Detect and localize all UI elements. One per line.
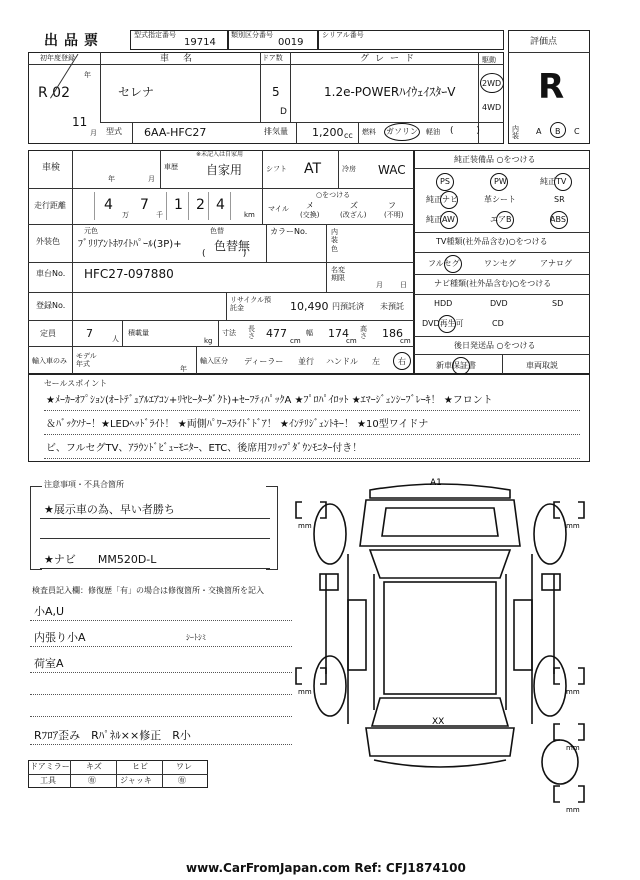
sales-point-label: セールスポイント	[44, 379, 108, 388]
displacement-label: 排気量	[264, 127, 288, 136]
name-change-month: 月	[376, 281, 383, 289]
mileage-digit-5: 4	[216, 197, 225, 213]
equip-aw: 純正AW	[426, 215, 455, 224]
capacity-value: 7	[86, 327, 93, 340]
mile-opt-3: フ	[388, 201, 396, 210]
length-label: 長さ	[248, 325, 255, 340]
capacity-label: 定員	[40, 329, 56, 338]
page-title: 出品票	[44, 33, 104, 49]
name-change-label: 名変期限	[331, 266, 345, 283]
equip-pw-circle	[490, 173, 508, 191]
orig-color-label: 元色	[84, 227, 98, 235]
shaken-month-unit: 月	[148, 175, 155, 183]
length-value: 477	[266, 327, 287, 340]
inspector-line-2: 内張り小A	[34, 631, 86, 644]
handle-right: 右	[398, 357, 406, 366]
usage-note: ※未記入は自家用	[196, 151, 244, 158]
grade-point-label: 評価点	[530, 37, 558, 47]
mileage-digit-3: 1	[174, 197, 183, 213]
legend-h-1: ドアミラー	[30, 762, 70, 771]
fuel-circle	[384, 123, 420, 141]
drive-2wd: 2WD	[482, 79, 502, 88]
reg-no-label: 登録No.	[36, 301, 66, 310]
cc-unit: cc	[344, 131, 353, 140]
mile-opt-3-label: (不明)	[384, 211, 404, 219]
inspector-label: 検査員記入欄：修復歴「有」の場合は修復箇所・交換箇所を記入	[32, 586, 264, 595]
class-code-label: 類別区分番号	[231, 31, 273, 39]
mileage-km: km	[244, 211, 255, 219]
sales-point-line-2: ＆ﾊﾞｯｸｿﾅｰ！★LEDﾍｯﾄﾞﾗｲﾄ！ ★両側ﾊﾟﾜｰｽﾗｲﾄﾞﾄﾞｱ！ ★ｲﾝﾃﾘｼﾞｪﾝﾄｷｰ！ ★10型ワイドナ	[46, 419, 429, 430]
drive-2wd-circle	[480, 73, 504, 93]
drive-4wd: 4WD	[482, 103, 502, 112]
interior-color-label: 内装色	[331, 228, 338, 253]
navi-hdd: HDD	[434, 299, 453, 308]
mile-opt-2: ズ	[350, 201, 358, 210]
equip-airbag-circle	[496, 211, 514, 229]
legend-r-1: 工具	[40, 776, 56, 785]
equip-airbag: エアB	[490, 215, 512, 224]
equip-ps: PS	[440, 177, 450, 186]
fuel-value: ガソリン	[386, 127, 418, 136]
car-name-label: 車名	[160, 54, 207, 64]
color-label: 外装色	[36, 237, 60, 246]
notes-bracket	[30, 486, 42, 570]
tv-fullseg: フルセグ	[428, 259, 460, 268]
mileage-sen: 千	[156, 211, 163, 219]
width-label: 幅	[306, 329, 313, 337]
legend-h-4: ワレ	[176, 762, 192, 771]
tv-oneseg: ワンセグ	[484, 259, 516, 268]
grade-point-value: R	[538, 67, 565, 107]
shift-value: AT	[304, 161, 322, 177]
class-code-value: 0019	[278, 37, 304, 48]
inspector-line-2-extra: ｼｰﾄｼﾐ	[186, 633, 206, 642]
interior-grade-c: C	[574, 127, 580, 136]
equip-abs: ABS	[550, 215, 566, 224]
color-no-label: カラーNo.	[270, 227, 308, 236]
diagram-top-label: A1	[430, 478, 442, 488]
name-change-day: 日	[400, 281, 407, 289]
navi-sd: SD	[552, 299, 564, 308]
color-change-value: 色替無	[214, 239, 251, 253]
width-value: 174	[328, 327, 349, 340]
mile-circle-note: ○をつける	[316, 191, 351, 199]
equip-ps-circle	[436, 173, 454, 191]
equip-navi-circle	[440, 191, 458, 209]
mileage-digit-1: 4	[104, 197, 113, 213]
notes-bracket-right	[266, 486, 278, 570]
equip-sr: SR	[554, 195, 565, 204]
type-code-value: 19714	[184, 37, 216, 48]
bracket-fl-l	[296, 502, 302, 518]
chassis-value: HFC27-097880	[84, 267, 174, 281]
legend-r-4: ㊒	[178, 776, 186, 785]
equip-abs-circle	[550, 211, 568, 229]
shaken-label: 車検	[42, 163, 61, 173]
interior-grade-a: A	[536, 127, 542, 136]
later-docs-label: 後日発送品 ○をつける	[454, 341, 536, 350]
mile-label: マイル	[268, 205, 289, 213]
model-year-label: モデル年式	[76, 352, 97, 369]
month-value: 11	[72, 115, 88, 129]
serial-label: シリアル番号	[322, 31, 364, 39]
load-unit: kg	[204, 337, 213, 345]
import-class-label: 輸入区分	[200, 357, 228, 365]
length-unit: cm	[290, 337, 301, 345]
orig-color-value: ﾌﾞﾘﾘｱﾝﾄﾎﾜｲﾄﾊﾟｰﾙ(3P)+	[78, 239, 182, 250]
grade-value: 1.2e-POWERﾊｲｳｪｲｽﾀｰV	[324, 85, 456, 99]
mm-rr: mm	[566, 688, 580, 696]
inspector-line-6: Rﾌﾛｱ歪み Rﾊﾟﾈﾙ××修正 R小	[34, 729, 191, 742]
mm-fl: mm	[298, 522, 312, 530]
doors-value: 5	[272, 85, 280, 99]
recycle-unit: 円預託済	[332, 302, 364, 311]
fuel-label: 燃料	[362, 128, 376, 136]
navi-cd: CD	[492, 319, 504, 328]
height-unit: cm	[400, 337, 411, 345]
navi-type-label: ナビ種類(社外品含む)○をつける	[434, 279, 552, 288]
color-change-label: 色替	[210, 227, 224, 235]
later-doc-warranty: 新車保証書	[436, 361, 476, 370]
navi-dvd: DVD	[490, 299, 508, 308]
recycle-label: リサイクル預託金	[230, 296, 272, 313]
equip-leather: 革シート	[484, 195, 516, 204]
ac-label: 冷房	[342, 165, 356, 173]
capacity-unit: 人	[112, 335, 119, 343]
year-prefix: R 02	[38, 85, 70, 101]
notes-line-1: ★展示車の為、早い者勝ち	[44, 503, 175, 516]
tv-analog: アナログ	[540, 259, 572, 268]
tv-fullseg-circle	[444, 255, 462, 273]
load-label: 積載量	[128, 329, 149, 337]
mm-rl: mm	[298, 688, 312, 696]
height-value: 186	[382, 327, 403, 340]
sales-point-line-3: ビ、フルセグTV、ｱﾗｳﾝﾄﾞﾋﾞｭｰﾓﾆﾀｰ、ETC、後席用ﾌﾘｯﾌﾟﾀﾞｳﾝﾓﾆﾀｰ付き！	[46, 443, 363, 454]
mm-extra: mm	[566, 806, 580, 814]
model-value: 6AA-HFC27	[144, 126, 207, 139]
import-dealer: ディーラー	[244, 357, 284, 366]
mile-opt-1: メ	[306, 201, 314, 210]
color-change-bracket: ( )	[202, 249, 247, 259]
car-name-value: セレナ	[118, 85, 155, 99]
width-unit: cm	[346, 337, 357, 345]
navi-dvd-play: DVD再生可	[422, 319, 464, 328]
handle-right-circle	[393, 352, 411, 370]
navi-dvd-play-circle	[438, 315, 456, 333]
displacement-value: 1,200	[312, 126, 344, 139]
doors-label: ドア数	[262, 54, 283, 62]
interior-grade-b: B	[555, 127, 561, 136]
model-label: 型式	[106, 127, 122, 136]
doors-suffix: D	[280, 107, 287, 117]
notes-line-3: ★ナビ MM520D-L	[44, 553, 157, 566]
equip-aw-circle	[440, 211, 458, 229]
import-label: 輸入車のみ	[32, 357, 67, 365]
mile-opt-1-label: (交換)	[300, 211, 320, 219]
usage-label: 車歴	[164, 163, 178, 171]
mileage-man: 万	[122, 211, 129, 219]
equip-tv: 純正TV	[540, 177, 567, 186]
legend-r-2: ㊒	[88, 776, 96, 785]
mileage-label: 走行距離	[34, 201, 66, 210]
grade-label: グレード	[360, 54, 421, 64]
chassis-label: 車台No.	[36, 269, 66, 278]
handle-label: ハンドル	[326, 357, 358, 366]
model-year-unit: 年	[180, 365, 187, 373]
mileage-digit-2: 7	[140, 197, 149, 213]
shift-label: シフト	[266, 165, 287, 173]
dim-label: 寸法	[222, 329, 236, 337]
car-damage-diagram	[290, 474, 590, 814]
inspector-line-3: 荷室A	[34, 657, 64, 670]
height-label: 高さ	[360, 325, 367, 340]
later-doc-manual: 車両取説	[526, 361, 558, 370]
mm-fr: mm	[566, 522, 580, 530]
year-unit: 年	[84, 71, 91, 79]
equip-tv-circle	[554, 173, 572, 191]
interior-b-circle	[550, 122, 566, 138]
mileage-digit-4: 2	[196, 197, 205, 213]
import-parallel: 並行	[298, 357, 314, 366]
handle-left: 左	[372, 357, 380, 366]
ac-value: WAC	[378, 163, 406, 177]
legend-h-3: ヒビ	[132, 762, 148, 771]
footer-watermark: www.CarFromJapan.com Ref: CFJ1874100	[186, 861, 466, 875]
diesel-bracket: ( )	[450, 126, 480, 136]
equip-navi: 純正ナビ	[426, 195, 458, 204]
not-deposited: 未預託	[380, 302, 404, 311]
first-reg-label: 初年度登録	[40, 54, 75, 62]
drive-label: 駆動	[482, 56, 496, 64]
inspector-line-1: 小A,U	[34, 605, 65, 618]
standard-equipment-label: 純正装備品 ○をつける	[454, 155, 536, 164]
warranty-circle	[452, 357, 470, 375]
diesel-label: 軽油	[426, 128, 440, 136]
legend-h-2: キズ	[86, 762, 102, 771]
notes-label: 注意事項・不具合箇所	[44, 480, 124, 489]
month-unit: 月	[90, 129, 97, 137]
diagram-rear-label: XX	[432, 717, 445, 727]
usage-value: 自家用	[206, 163, 243, 177]
equip-pw: PW	[494, 177, 507, 186]
legend-r-3: ジャッキ	[120, 776, 152, 785]
recycle-value: 10,490	[290, 300, 329, 313]
tv-type-label: TV種類(社外品含む)○をつける	[436, 237, 548, 246]
shaken-year-unit: 年	[108, 175, 115, 183]
mm-spare: mm	[566, 744, 580, 752]
sales-point-line-1: ★ﾒｰｶｰｵﾌﾟｼｮﾝ(ｵｰﾄﾃﾞｭｱﾙｴｱｺﾝ+ﾘﾔﾋｰﾀｰﾀﾞｸﾄ)+ｾｰﾌﾃｨﾊﾟｯｸA ★ﾌﾟﾛﾊﾟｲﾛｯﾄ ★ｴﾏｰｼﾞｪﾝｼｰﾌﾞﾚｰｷ！ ★フロント	[46, 395, 493, 406]
type-code-label: 型式指定番号	[134, 31, 176, 39]
mile-opt-2-label: (改ざん)	[340, 211, 367, 219]
interior-label: 内装	[512, 125, 519, 140]
